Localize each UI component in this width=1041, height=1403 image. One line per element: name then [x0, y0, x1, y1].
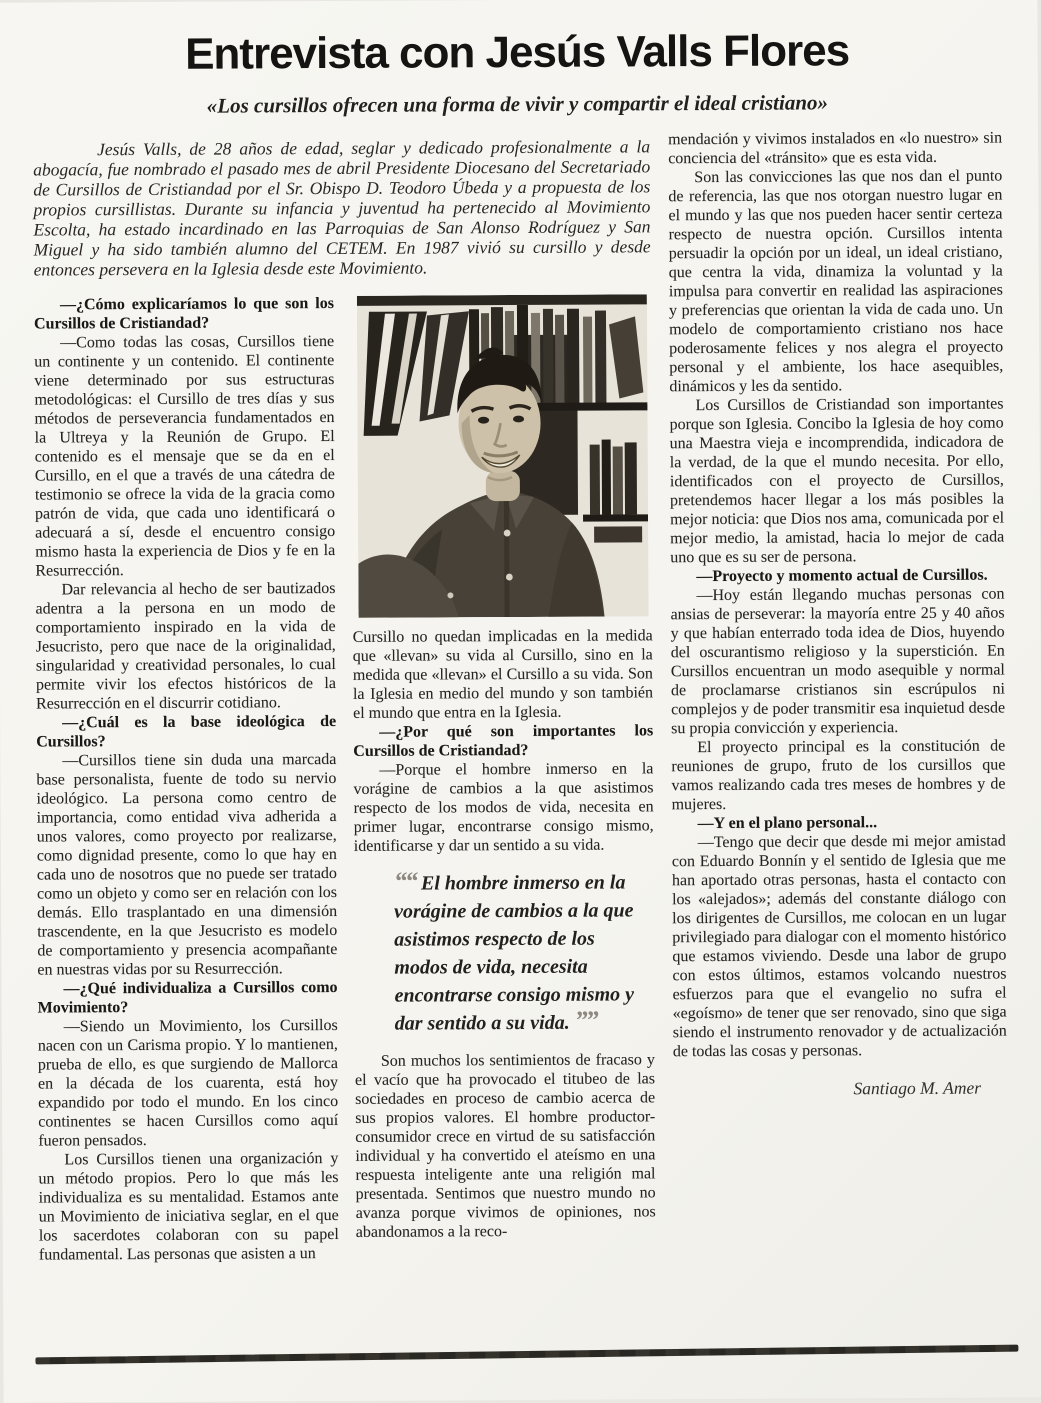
article-paragraph: —Siendo un Movimiento, los Cursillos nacen con un Carisma propio. Y lo mantienen, prueba de ello, es que surgiendo de Mallorca en la década de los cuarenta, está hoy expandido por todo el mundo. En los cinco continentes se hacen Cursillos como aquí fueron pensados. [37, 1017, 339, 1150]
article-paragraph: —Como todas las cosas, Cursillos tiene un continente y un contenido. El continente viene determinado por sus estructuras metodológicas: el Cursillo de tres días y sus métodos de perseverancia fundamentados en la Ultreya y la Reunión de Grupo. El contenido es el mensaje que se da en el Cursillo, en el que a través de una cátedra de testimonio se ofrece la vida de la gracia como patrón de vida, que cada uno identificará o adecuará a sí, desde el encuentro consigo mismo hasta la experiencia de Dios y fe en la Resurrección. [34, 333, 336, 580]
column-3 [668, 129, 1008, 1262]
article-paragraph: mendación y vivimos instalados en «lo nuestro» sin conciencia del «tránsito» que es esta vida. [668, 129, 1003, 168]
column-2 [351, 292, 656, 1263]
quote-close-icon: ”” [574, 1005, 597, 1035]
article-subtitle: «Los cursillos ofrecen una forma de vivir y compartir el ideal cristiano» [206, 90, 829, 118]
interview-question: —Y en el plano personal... [697, 814, 878, 833]
article-paragraph: Los Cursillos de Cristiandad son importantes porque son Iglesia. Concibo la Iglesia de hoy como una Maestra vieja e incomprendida, indicadora de la verdad, de la que el mundo necesita. Por ello, identificados con el proyecto de Cursillos, pretendemos hacer llegar a los más posibles la mejor noticia: que Dios nos ama, comunicada por el mejor medio, la amistad, hacia lo mejor de cada uno que es su ser de persona. [669, 395, 1005, 567]
portrait-photo-graphic [357, 295, 649, 619]
column-1 [34, 294, 339, 1265]
interview-question: —¿Qué individualiza a Cursillos como Movimiento? [37, 979, 338, 1017]
interview-question: —Proyecto y momento actual de Cursillos. [696, 566, 988, 586]
article-paragraph: Dar relevancia al hecho de ser bautizados adentra a la persona en un modo de comportamiento inspirado en la vida de Jesucristo, pero que nace de la originalidad, singularidad y creatividad personales, lo cual permite vivir los efectos históricos de la Resurrección en el discurrir cotidiano. [35, 580, 336, 713]
article-paragraph: Son muchos los sentimientos de fracaso y el vacío que ha provocado el titubeo de las sociedades en proceso de cambio acerca de sus propios valores. El hombre productor-consumidor crece en virtud de su satisfacción individual y ha convertido el ateísmo en una respuesta inteligente ante una religión mal presentada. Sentimos que nuestro mundo no avanza porque vivimos de opiniones, nos abandonamos a la reco- [354, 1051, 656, 1242]
article-paragraph: Los Cursillos tienen una organización y un método propios. Pero lo que más les individualiza es su mentalidad. Estamos ante un Movimiento de iniciativa seglar, en el que los sacerdotes colaboran con su papel fundamental. Las personas que asisten a un [38, 1150, 339, 1264]
quote-open-icon: ““ [393, 866, 417, 896]
columns-inner [34, 292, 656, 1264]
pull-quote [393, 866, 645, 1038]
page-title: Entrevista con Jesús Valls Flores [184, 26, 850, 79]
interview-question: —¿Cuál es la base ideológica de Cursillos? [36, 713, 337, 751]
article-paragraph: Son las convicciones las que nos dan el punto de referencia, las que nos otorgan nuestro lugar en el mundo y las que nos pueden hacer sentir certeza respecto de nuestra opción. Cursillos intenta persuadir la opción por un ideal, un ideal cristiano, que centra la vida, dinamiza la voluntad y la impulsa para convertir en realidad las aspiraciones y preferencias que orientan la vida de cada uno. Un modelo de comportamiento cristiano nos hace poderosamente felices y nos alegra el proyecto personal y el ambiente, los hace asequibles, dinámicos y les da sentido. [668, 167, 1004, 396]
column-2-text [353, 626, 656, 1242]
article-paragraph: El proyecto principal es la constitución de reuniones de grupo, fruto de los cursillos que vamos realizando cada tres meses de hombres y de mujeres. [671, 737, 1006, 814]
intro-paragraph: Jesús Valls, de 28 años de edad, seglar y dedicado profesionalmente a la abogacía, fue nombrado el pasado mes de abril Presidente Diocesano del Secretariado de Cursillos de Cristiandad por el Sr. Obispo D. Teodoro Úbeda y a propuesta de los propios cursillistas. Durante su infancia y juventud ha pertenecido al Movimiento Escolta, ha estado incardinado en las Parroquias de San Alonso Rodríguez y San Miguel y ha sido también alumno del CETEM. En 1987 vivió su cursillo y desde entonces persevera en la Iglesia desde este Movimiento. [33, 136, 651, 280]
column-3-text [668, 129, 1007, 1062]
article-paragraph: —Porque el hombre inmerso en la vorágine de cambios a la que asistimos respecto de los modos de vida, necesita en primer lugar, encontrarse consigo mismo, identificarse y dar un sentido a su vida. [353, 760, 654, 856]
pull-quote-text: El hombre inmerso en la vorágine de cambios a la que asistimos respecto de los modos de vida, necesita encontrarse consigo mismo y dar sentido a su vida. [394, 871, 635, 1035]
article-paragraph: —Tengo que decir que desde mi mejor amistad con Eduardo Bonnín y el sentido de Iglesia que me han aportado otras personas, hasta el contacto con los «alejados»; además del constante diálogo con los dirigentes de Cursillos, me colocan en un lugar privilegiado para dialogar con el momento histórico que estamos viviendo. Desde una labor de grupo con estos últimos, estamos volcando nuestros esfuerzos para que el evangelio no sufra el «egoísmo» de tener que ser renovado, sino que siga siendo el instrumento renovador y de actualización de todas las cosas y personas. [671, 832, 1007, 1061]
article-body [0, 114, 1041, 1264]
article-paragraph: —Cursillos tiene sin duda una marcada base personalista, fuente de todo su nervio ideológico. La persona como centro de importancia, como entidad viva adherida a unos valores, como proyecto por realizarse, como dignidad presente, como lo que hay en cada uno de nosotros que no puede ser tratado como un objeto y como ser en relación con los demás. Ello trasplantado en una dimensión trascendente, en la que Jesucristo es modelo de comportamiento y presencia acompañante en nuestras vidas por su Resurrección. [36, 751, 338, 979]
article-header [0, 0, 1038, 120]
bottom-rule [35, 1345, 1018, 1365]
article-paragraph: —Hoy están llegando muchas personas con ansias de perseverar: la mayoría entre 25 y 40 años y que habían enterrado toda idea de Dios, huyendo del oscurantismo religioso y la superstición. En Cursillos encuentran un modo asequible y normal de proclamarse cristianos sin escrúpulos ni complejos y de poder transmitir esa inquietud desde su propia convicción y experiencia. [670, 585, 1006, 738]
left-two-columns [33, 131, 656, 1265]
interview-question: —¿Por qué son importantes los Cursillos de Cristiandad? [353, 722, 654, 761]
portrait-photo [357, 295, 649, 619]
author-signature: Santiago M. Amer [853, 1077, 982, 1099]
article-paragraph: Cursillo no quedan implicadas en la medida que «llevan» su vida al Cursillo, sino en la medida que «llevan» el Cursillo a su vida. Son la Iglesia en medio del mundo y son también el mundo que entra en la Iglesia. [352, 627, 654, 723]
interview-question: —¿Cómo explicaríamos lo que son los Cursillos de Cristiandad? [33, 295, 334, 333]
